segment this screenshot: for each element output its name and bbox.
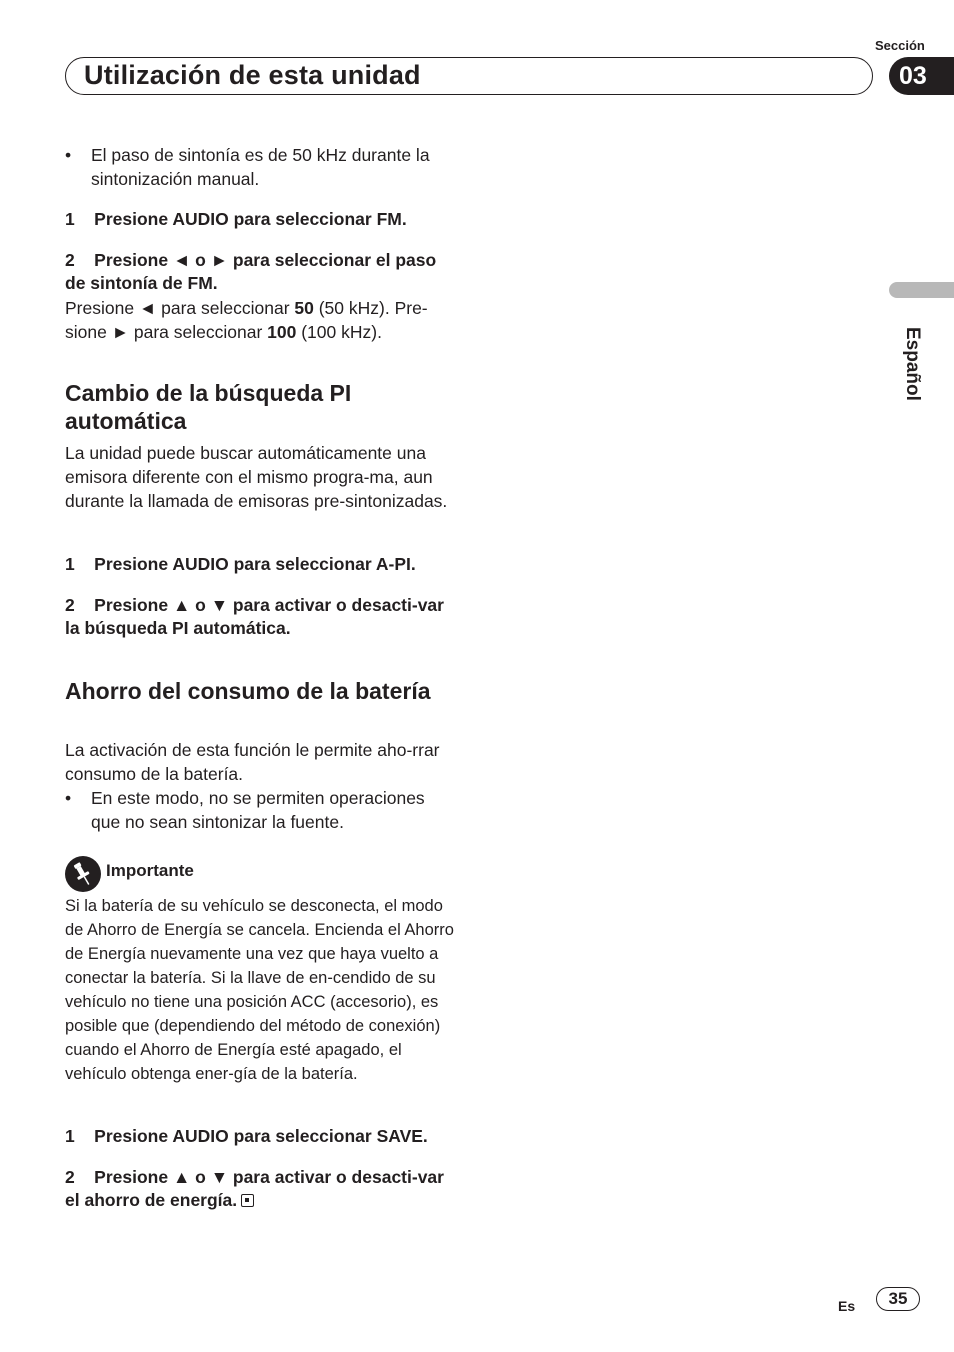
step-save-2: 2 Presione ▲ o ▼ para activar o desacti-var el ahorro de energía.: [65, 1167, 444, 1210]
page-title: Utilización de esta unidad: [84, 60, 421, 90]
save-bullet: • En este modo, no se permiten operaciones que no sean sintonizar la fuente.: [65, 786, 457, 834]
bullet-tuning-step: • El paso de sintonía es de 50 kHz durante la sintonización manual.: [65, 143, 457, 191]
page-number: 35: [876, 1287, 920, 1311]
heading-pi-search: Cambio de la búsqueda PI automática: [65, 380, 352, 434]
footer-lang-code: Es: [838, 1298, 856, 1314]
important-label: Importante: [106, 861, 194, 880]
save-body: La activación de esta función le permite aho-rrar consumo de la batería.: [65, 740, 440, 784]
language-tab: [889, 282, 954, 298]
important-text: Si la batería de su vehículo se desconecta, el modo de Ahorro de Energía se cancela. Encienda el Ahorro de Energía nuevamente una vez que haya vuelto a conectar la batería. Si la llave de en-cendido de su vehículo no tiene una posición ACC (accesorio), es posible que (dependiendo del método de conexión) cuando el Ahorro de Energía esté apagado, el vehículo obtenga ener-gía de la batería.: [65, 897, 454, 1083]
step-pi-1: 1 Presione AUDIO para seleccionar A-PI.: [65, 554, 416, 574]
step-fm-2: 2 Presione ◄ o ► para seleccionar el paso de sintonía de FM.: [65, 250, 437, 293]
step-save-1: 1 Presione AUDIO para seleccionar SAVE.: [65, 1126, 428, 1146]
fm-detail: Presione ◄ para seleccionar 50 (50 kHz). Pre-sione ► para seleccionar 100 (100 kHz).: [65, 298, 428, 342]
section-label: Sección: [875, 38, 925, 53]
step-pi-2: 2 Presione ▲ o ▼ para activar o desacti-var la búsqueda PI automática.: [65, 595, 444, 638]
language-label: Español: [902, 327, 923, 401]
pi-body: La unidad puede buscar automáticamente una emisora diferente con el mismo progra-ma, aun durante la llamada de emisoras pre-sintonizadas.: [65, 443, 448, 511]
step-fm-1: 1 Presione AUDIO para seleccionar FM.: [65, 209, 407, 229]
end-of-section-icon: [241, 1194, 254, 1207]
heading-battery-save: Ahorro del consumo de la batería: [65, 678, 431, 704]
important-icon: [65, 856, 101, 892]
section-number-badge: 03: [889, 57, 954, 95]
